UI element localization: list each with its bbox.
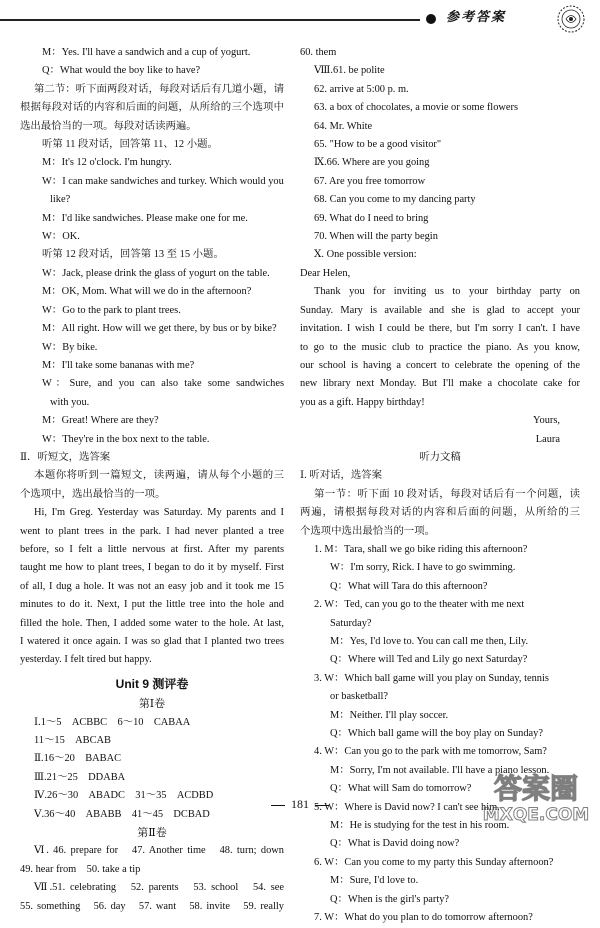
answer-line: 49. hear from 50. take a tip bbox=[20, 863, 141, 875]
answer-line: Ⅰ.1～5 ACBBC 6～10 CABAA bbox=[34, 716, 191, 728]
answer-line: 65. "How to be a good visitor" bbox=[314, 139, 442, 151]
left-text-line: yesterday. I felt tired but happy. bbox=[20, 654, 152, 666]
transcript-line: 第一节：听下面 10 段对话，每段对话后有一个问题，读 bbox=[314, 488, 580, 500]
transcript-line: 7. W：What do you plan to do tomorrow afternoon? bbox=[314, 912, 533, 924]
transcript-line: M：Sorry, I'm not available. I'll have a piano lesson. bbox=[330, 764, 550, 776]
left-text-line: with you. bbox=[50, 396, 90, 408]
part1-title: 第Ⅰ卷 bbox=[138, 698, 166, 711]
answer-line: Dear Helen, bbox=[300, 267, 351, 279]
answer-line: Ⅲ.21～25 DDABA bbox=[34, 771, 126, 783]
transcript-line: Ⅰ. 听对话，选答案 bbox=[300, 470, 383, 482]
transcript-line: 个选项中选出最恰当的一项。 bbox=[300, 525, 436, 537]
answer-line: 63. a box of chocolates, a movie or some flowers bbox=[314, 102, 519, 114]
answer-line: 70. When will the party begin bbox=[314, 231, 438, 243]
transcript-line: 5. W：Where is David now? I can't see him. bbox=[314, 801, 500, 813]
transcript-line: 两遍，请根据每段对话的内容和后面的问题，从所给的三 bbox=[300, 507, 580, 519]
left-text-line: M：All right. How will we get there, by bus or by bike? bbox=[42, 323, 277, 335]
watermark-logo bbox=[476, 768, 596, 826]
answer-line: you as a gift. Happy birthday! bbox=[300, 396, 425, 408]
left-text-line: Ⅱ．听短文，选答案 bbox=[20, 451, 111, 463]
transcript-line: 4. W：Can you go to the park with me tomorrow, Sam? bbox=[314, 746, 547, 758]
listening-transcript bbox=[300, 467, 580, 927]
left-text-line: taught me how to plant trees, I began to do it by myself. First bbox=[20, 562, 284, 574]
left-text-line: I watered it once again. I was so glad that I planted two trees bbox=[20, 636, 284, 647]
answer-line: to go to the music club to practice the piano. As you know, bbox=[300, 341, 580, 353]
left-text-line: filled the hole. Then, I added some water to the hole. At last, bbox=[20, 617, 284, 629]
left-text-line: like? bbox=[50, 194, 71, 206]
answer-line: Ⅵ. 46. prepare for 47. Another time 48. turn; down bbox=[34, 845, 284, 857]
left-text-line: M：I'd like sandwiches. Please make one for me. bbox=[42, 212, 248, 224]
left-text-line: W：I can make sandwiches and turkey. Which would you bbox=[42, 175, 284, 187]
transcript-line: Q：What will Sam do tomorrow? bbox=[330, 783, 472, 795]
left-text-line: W：By bike. bbox=[42, 341, 98, 353]
answer-line: 67. Are you free tomorrow bbox=[314, 175, 426, 187]
left-text-line: 本题你将听到一篇短文，读两遍，请从每个小题的三 bbox=[34, 470, 284, 482]
answer-line: Ⅸ.66. Where are you going bbox=[314, 157, 430, 169]
left-text-line: minutes to do it. Next, I put the little tree into the hole and bbox=[20, 599, 284, 611]
answer-line: 55. something 56. day 57. want 58. invite 59. really bbox=[20, 900, 284, 912]
unit-title: Unit 9 测评卷 bbox=[115, 676, 189, 691]
seal-ornament-icon bbox=[556, 4, 586, 34]
answer-line: 64. Mr. White bbox=[314, 120, 373, 132]
left-column bbox=[20, 44, 284, 916]
watermark-text-cn: 答案圈 bbox=[493, 772, 579, 805]
left-text-line: M：I'll take some bananas with me? bbox=[42, 359, 195, 371]
left-text-line: 第二节：听下面两段对话，每段对话后有几道小题，请 bbox=[34, 83, 284, 95]
transcript-line: Saturday? bbox=[330, 617, 372, 629]
answer-line: 69. What do I need to bring bbox=[314, 212, 429, 224]
right-answers bbox=[300, 44, 580, 449]
left-text-line: Q：What would the boy like to have? bbox=[42, 65, 201, 77]
answer-line: our school is having a concert to celebrate the opening of the bbox=[300, 359, 580, 371]
left-text-line: W：OK. bbox=[42, 231, 80, 243]
watermark-text-en: MXQE.COM bbox=[482, 805, 590, 825]
left-text-line: M：Great! Where are they? bbox=[42, 415, 159, 427]
transcript-line: W：I'm sorry, Rick. I have to go swimming. bbox=[330, 562, 516, 574]
left-text-line: W：Sure, and you can also take some sandwiches bbox=[42, 378, 284, 390]
page-header bbox=[0, 0, 600, 40]
answer-line: new library next Monday. But I'll make a chocolate cake for bbox=[300, 378, 580, 390]
answer-line: Yours, bbox=[533, 415, 560, 427]
answer-line: Ⅶ.51. celebrating 52. parents 53. school 54. see bbox=[34, 882, 284, 894]
answer-line: Sunday. Mary is available and she is glad to accept your bbox=[300, 304, 580, 316]
answer-line: 68. Can you come to my dancing party bbox=[314, 194, 476, 206]
transcript-line: M：Neither. I'll play soccer. bbox=[330, 709, 449, 721]
transcript-line: Q：Where will Ted and Lily go next Saturday? bbox=[330, 654, 528, 666]
answer-line: Ⅷ.61. be polite bbox=[314, 65, 385, 77]
left-text-line: before, so I felt a little nervous at first. After my parents bbox=[20, 543, 284, 555]
listening-title: 听力文稿 bbox=[419, 451, 461, 463]
transcript-line: 1. M：Tara, shall we go bike riding this afternoon? bbox=[314, 543, 528, 555]
left-text-line: went to plant trees in the park. I had never planted a tree bbox=[20, 525, 284, 537]
left-text-line: 听第 11 段对话，回答第 11、12 小题。 bbox=[42, 139, 218, 151]
left-text-line: 根据每段对话的内容和后面的问题，从所给的三个选项中 bbox=[20, 102, 284, 114]
answer-line: 62. arrive at 5:00 p. m. bbox=[314, 83, 409, 95]
answer-line: Laura bbox=[535, 433, 560, 445]
left-text-line: 听第 12 段对话，回答第 13 至 15 小题。 bbox=[42, 249, 224, 261]
left-text-line: Hi, I'm Greg. Yesterday was Saturday. My parents and I bbox=[34, 507, 284, 519]
answer-line: 11～15 ABCAB bbox=[34, 735, 111, 747]
answer-line: Ⅴ.36～40 ABABB 41～45 DCBAD bbox=[34, 808, 210, 820]
transcript-line: 6. W：Can you come to my party this Sunday afternoon? bbox=[314, 856, 554, 868]
left-text-line: 个选项中，选出最恰当的一项。 bbox=[20, 488, 166, 500]
transcript-line: Q：What will Tara do this afternoon? bbox=[330, 580, 488, 592]
transcript-line: M：Sure, I'd love to. bbox=[330, 875, 419, 887]
transcript-line: M：He is studying for the test in his room. bbox=[330, 820, 510, 832]
transcript-line: Q：When is the girl's party? bbox=[330, 893, 450, 905]
header-bullet-icon bbox=[426, 14, 436, 24]
header-title: 参考答案 bbox=[446, 9, 507, 24]
left-text-line: M：It's 12 o'clock. I'm hungry. bbox=[42, 157, 172, 169]
left-text-line: W：Jack, please drink the glass of yogurt on the table. bbox=[42, 267, 270, 279]
left-text-line: 选出最恰当的一项。每段对话读两遍。 bbox=[20, 120, 197, 132]
left-text-line: W：They're in the box next to the table. bbox=[42, 433, 210, 445]
left-transcript bbox=[20, 44, 284, 670]
answer-line: Ⅹ. One possible version: bbox=[314, 249, 417, 261]
transcript-line: Q：Which ball game will the boy play on Sunday? bbox=[330, 728, 543, 740]
part2-title: 第Ⅱ卷 bbox=[137, 827, 167, 840]
answer-line: Thank you for inviting us to your birthday party on bbox=[314, 286, 580, 298]
answer-line: 60. them bbox=[300, 47, 337, 58]
answer-line: Ⅳ.26～30 ABADC 31～35 ACDBD bbox=[34, 790, 214, 802]
transcript-line: or basketball? bbox=[330, 691, 388, 703]
transcript-line: 2. W：Ted, can you go to the theater with me next bbox=[314, 599, 525, 611]
left-text-line: M：Yes. I'll have a sandwich and a cup of yogurt. bbox=[42, 47, 251, 58]
answer-line: invitation. I wish I could be there, but I'm sorry I can't. I have bbox=[300, 323, 580, 335]
transcript-line: M：Yes, I'd love to. You can call me then, Lily. bbox=[330, 636, 529, 647]
page-number-text: 181 bbox=[291, 797, 309, 811]
answers-part2 bbox=[20, 842, 284, 916]
left-text-line: of all, I dug a hole. It was not an easy job and it took me 15 bbox=[20, 580, 284, 592]
transcript-line: 3. W：Which ball game will you play on Sunday, tennis bbox=[314, 672, 549, 684]
left-text-line: W：Go to the park to plant trees. bbox=[42, 304, 181, 316]
left-text-line: M：OK, Mom. What will we do in the afternoon? bbox=[42, 286, 252, 298]
answer-line: Ⅱ.16～20 BABAC bbox=[34, 753, 122, 765]
header-rule bbox=[0, 19, 420, 21]
transcript-line: Q：What is David doing now? bbox=[330, 838, 460, 850]
